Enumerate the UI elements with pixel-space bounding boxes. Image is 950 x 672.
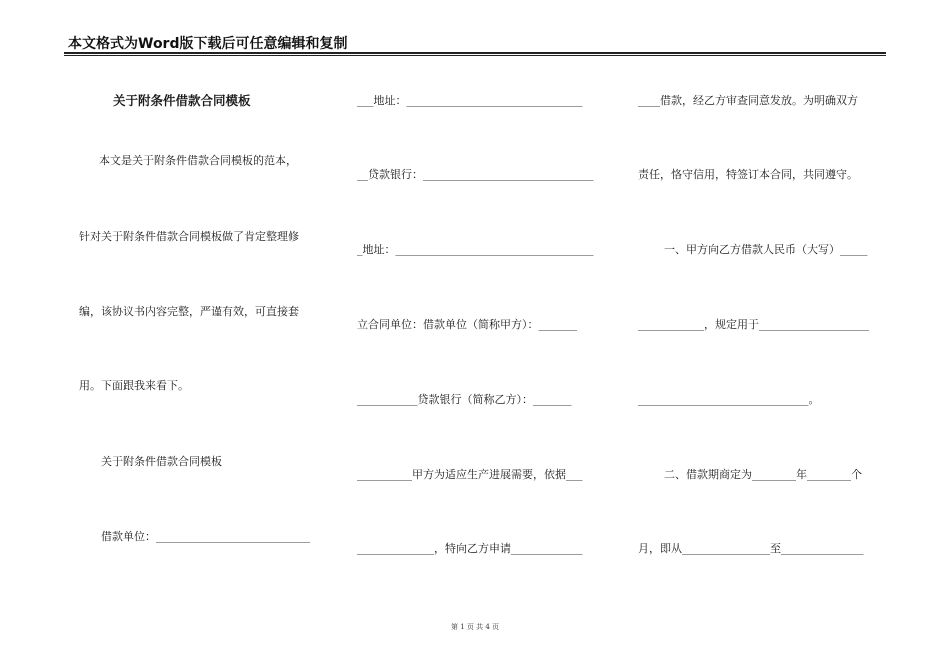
party-a-line: 立合同单位：借款单位（简称甲方）：_______ <box>357 318 577 331</box>
contract-subtitle: 关于附条件借款合同模板 <box>101 455 222 468</box>
purpose-line: __________甲方为适应生产进展需要，依据___ <box>357 468 583 481</box>
clause-2-line: 二、借款期商定为________年________个 <box>664 468 862 481</box>
borrower-unit-field: 借款单位：____________________________ <box>101 530 310 543</box>
body-line: 责任，恪守信用，特签订本合同，共同遵守。 <box>638 168 858 181</box>
clause-2-line: 月，即从________________至_______________ <box>638 542 864 555</box>
page-number: 第 1 页 共 4 页 <box>450 623 500 631</box>
clause-1-line: ____________，规定用于____________________ <box>638 318 869 331</box>
body-line: ____借款，经乙方审查同意发放。为明确双方 <box>638 94 858 107</box>
party-b-line: ___________贷款银行（简称乙方）：_______ <box>357 393 572 406</box>
address-field: _地址：____________________________________ <box>357 243 594 256</box>
header-divider <box>64 52 886 54</box>
document-title: 关于附条件借款合同模板 <box>113 93 251 108</box>
intro-paragraph-line: 编，该协议书内容完整，严谨有效，可直接套 <box>79 305 299 318</box>
intro-paragraph-line: 针对关于附条件借款合同模板做了肯定整理修 <box>79 230 299 243</box>
header-divider-thin <box>64 55 886 56</box>
clause-1-line: 一、甲方向乙方借款人民币（大写）_____ <box>664 243 868 256</box>
loan-bank-field: __贷款银行：_______________________________ <box>357 168 594 181</box>
intro-paragraph-line: 本文是关于附条件借款合同模板的范本， <box>99 154 297 167</box>
purpose-line: ______________，特向乙方申请_____________ <box>357 542 583 555</box>
header-title: 本文格式为Word版下载后可任意编辑和复制 <box>68 36 348 52</box>
clause-1-line: _______________________________。 <box>638 393 820 406</box>
address-field: ___地址：________________________________ <box>357 94 583 107</box>
intro-paragraph-line: 用。下面跟我来看下。 <box>79 379 189 392</box>
